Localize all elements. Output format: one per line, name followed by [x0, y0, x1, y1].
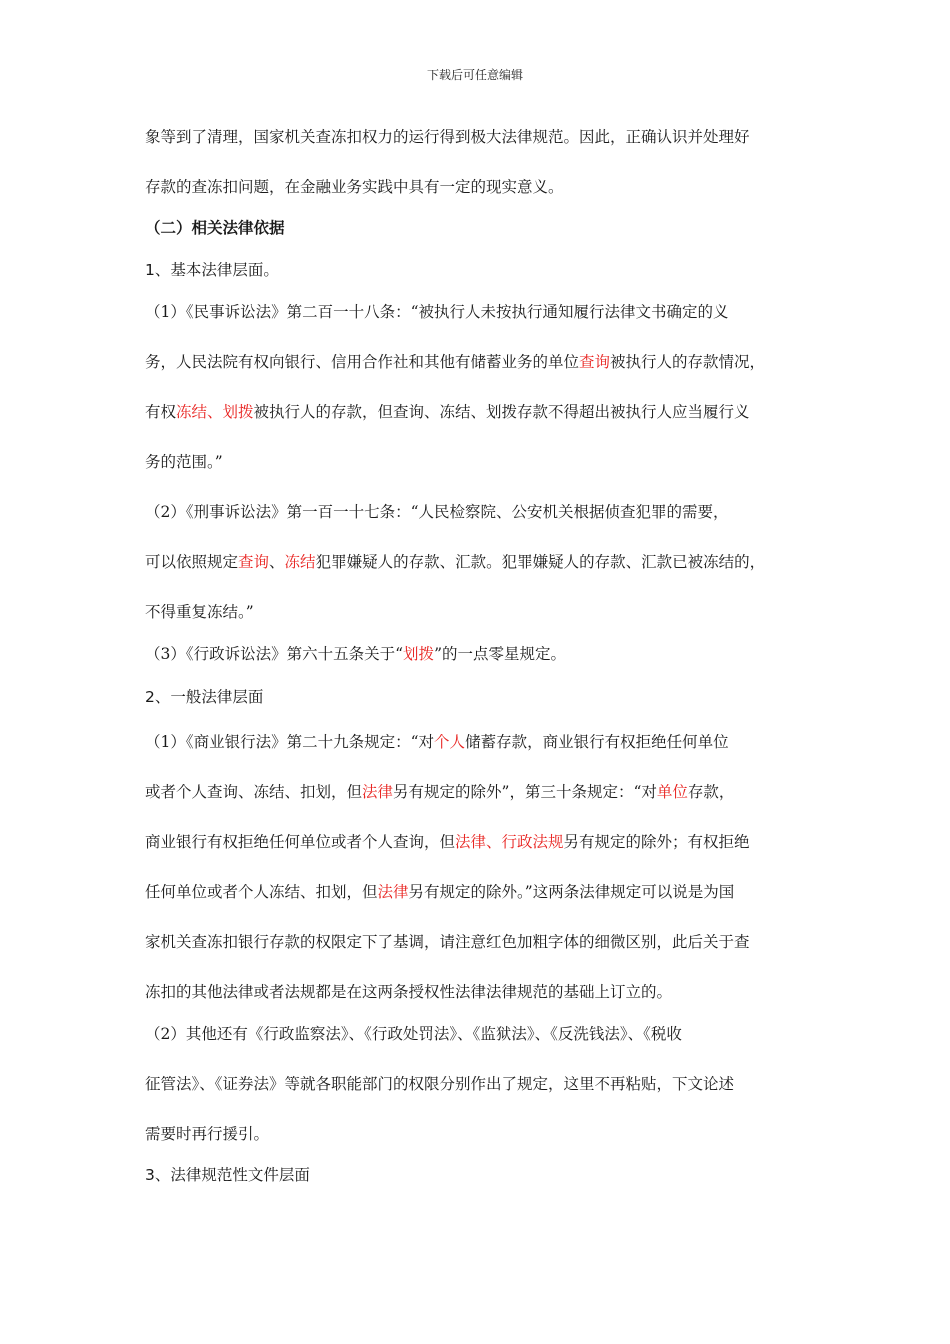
text-segment: 被执行人的存款情况，	[610, 353, 766, 371]
text-line	[145, 647, 815, 663]
text-segment: 1、基本法律层面。	[145, 261, 279, 279]
highlighted-term: 法律、行政法规	[455, 833, 564, 851]
text-segment: 3、法律规范性文件层面	[145, 1166, 310, 1184]
text-line	[145, 1168, 815, 1184]
text-segment: 被执行人的存款，但查询、冻结、划拨存款不得超出被执行人应当履行义	[253, 403, 750, 421]
text-line	[145, 985, 815, 1001]
text-line	[145, 180, 815, 196]
text-segment: 不得重复冻结。”	[145, 603, 254, 621]
text-segment: 存款的查冻扣问题，在金融业务实践中具有一定的现实意义。	[145, 178, 564, 196]
text-segment: 务，人民法院有权向银行、信用合作社和其他有储蓄业务的单位	[145, 353, 580, 371]
text-segment: （二）相关法律依据	[145, 219, 285, 237]
text-segment: （2）其他还有《行政监察法》、《行政处罚法》、《监狱法》、《反洗钱法》、《税收	[145, 1025, 682, 1043]
text-segment: 务的范围。”	[145, 453, 223, 471]
text-line	[145, 455, 815, 471]
text-segment: 冻扣的其他法律或者法规都是在这两条授权性法律法律规范的基础上订立的。	[145, 983, 673, 1001]
text-line	[145, 935, 815, 951]
text-line	[145, 221, 815, 237]
text-segment: 另有规定的除外”，第三十条规定：“对	[393, 783, 657, 801]
text-segment: 征管法》、《证券法》等就各职能部门的权限分别作出了规定，这里不再粘贴，下文论述	[145, 1075, 735, 1093]
text-line	[145, 263, 815, 279]
text-line	[145, 405, 815, 421]
text-segment: （1）《民事诉讼法》第二百一十八条：“被执行人未按执行通知履行法律文书确定的义	[145, 303, 729, 321]
text-line	[145, 355, 815, 371]
text-line	[145, 505, 815, 521]
text-line	[145, 1077, 815, 1093]
text-segment: 象等到了清理，国家机关查冻扣权力的运行得到极大法律规范。因此，正确认识并处理好	[145, 128, 750, 146]
highlighted-term: 冻结、划拨	[176, 403, 254, 421]
highlighted-term: 个人	[434, 733, 466, 751]
text-line	[145, 785, 815, 801]
text-segment: ”的一点零星规定。	[434, 645, 566, 663]
text-segment: （2）《刑事诉讼法》第一百一十七条：“人民检察院、公安机关根据侦查犯罪的需要，	[145, 503, 729, 521]
highlighted-term: 单位	[656, 783, 688, 801]
highlighted-term: 查询	[238, 553, 270, 571]
text-segment: （3）《行政诉讼法》第六十五条关于“	[145, 645, 404, 663]
text-segment: （1）《商业银行法》第二十九条规定：“对	[145, 733, 435, 751]
text-segment: 或者个人查询、冻结、扣划，但	[145, 783, 363, 801]
page-header: 下载后可任意编辑	[426, 68, 523, 82]
text-line	[145, 305, 815, 321]
text-segment: 有权	[145, 403, 177, 421]
text-line	[145, 1127, 815, 1143]
text-segment: 需要时再行援引。	[145, 1125, 270, 1143]
text-line	[145, 735, 815, 751]
text-segment: 储蓄存款，商业银行有权拒绝任何单位	[465, 733, 729, 751]
text-line	[145, 605, 815, 621]
text-line	[145, 690, 815, 706]
text-line	[145, 835, 815, 851]
text-line	[145, 885, 815, 901]
text-line	[145, 1027, 815, 1043]
text-line	[145, 555, 815, 571]
text-segment: 可以依照规定	[145, 553, 239, 571]
text-line	[145, 130, 815, 146]
text-segment: 商业银行有权拒绝任何单位或者个人查询，但	[145, 833, 456, 851]
text-segment: 、	[269, 553, 285, 571]
highlighted-term: 法律	[362, 783, 394, 801]
text-segment: 存款，	[687, 783, 735, 801]
text-segment: 另有规定的除外；有权拒绝	[563, 833, 750, 851]
text-segment: 家机关查冻扣银行存款的权限定下了基调，请注意红色加粗字体的细微区别，此后关于查	[145, 933, 750, 951]
text-segment: 任何单位或者个人冻结、扣划，但	[145, 883, 378, 901]
text-segment: 另有规定的除外。”这两条法律规定可以说是为国	[408, 883, 735, 901]
highlighted-term: 查询	[579, 353, 611, 371]
highlighted-term: 冻结	[284, 553, 316, 571]
text-segment: 2、一般法律层面	[145, 688, 264, 706]
highlighted-term: 法律	[377, 883, 409, 901]
text-segment: 犯罪嫌疑人的存款、汇款。犯罪嫌疑人的存款、汇款已被冻结的，	[315, 553, 766, 571]
highlighted-term: 划拨	[403, 645, 435, 663]
